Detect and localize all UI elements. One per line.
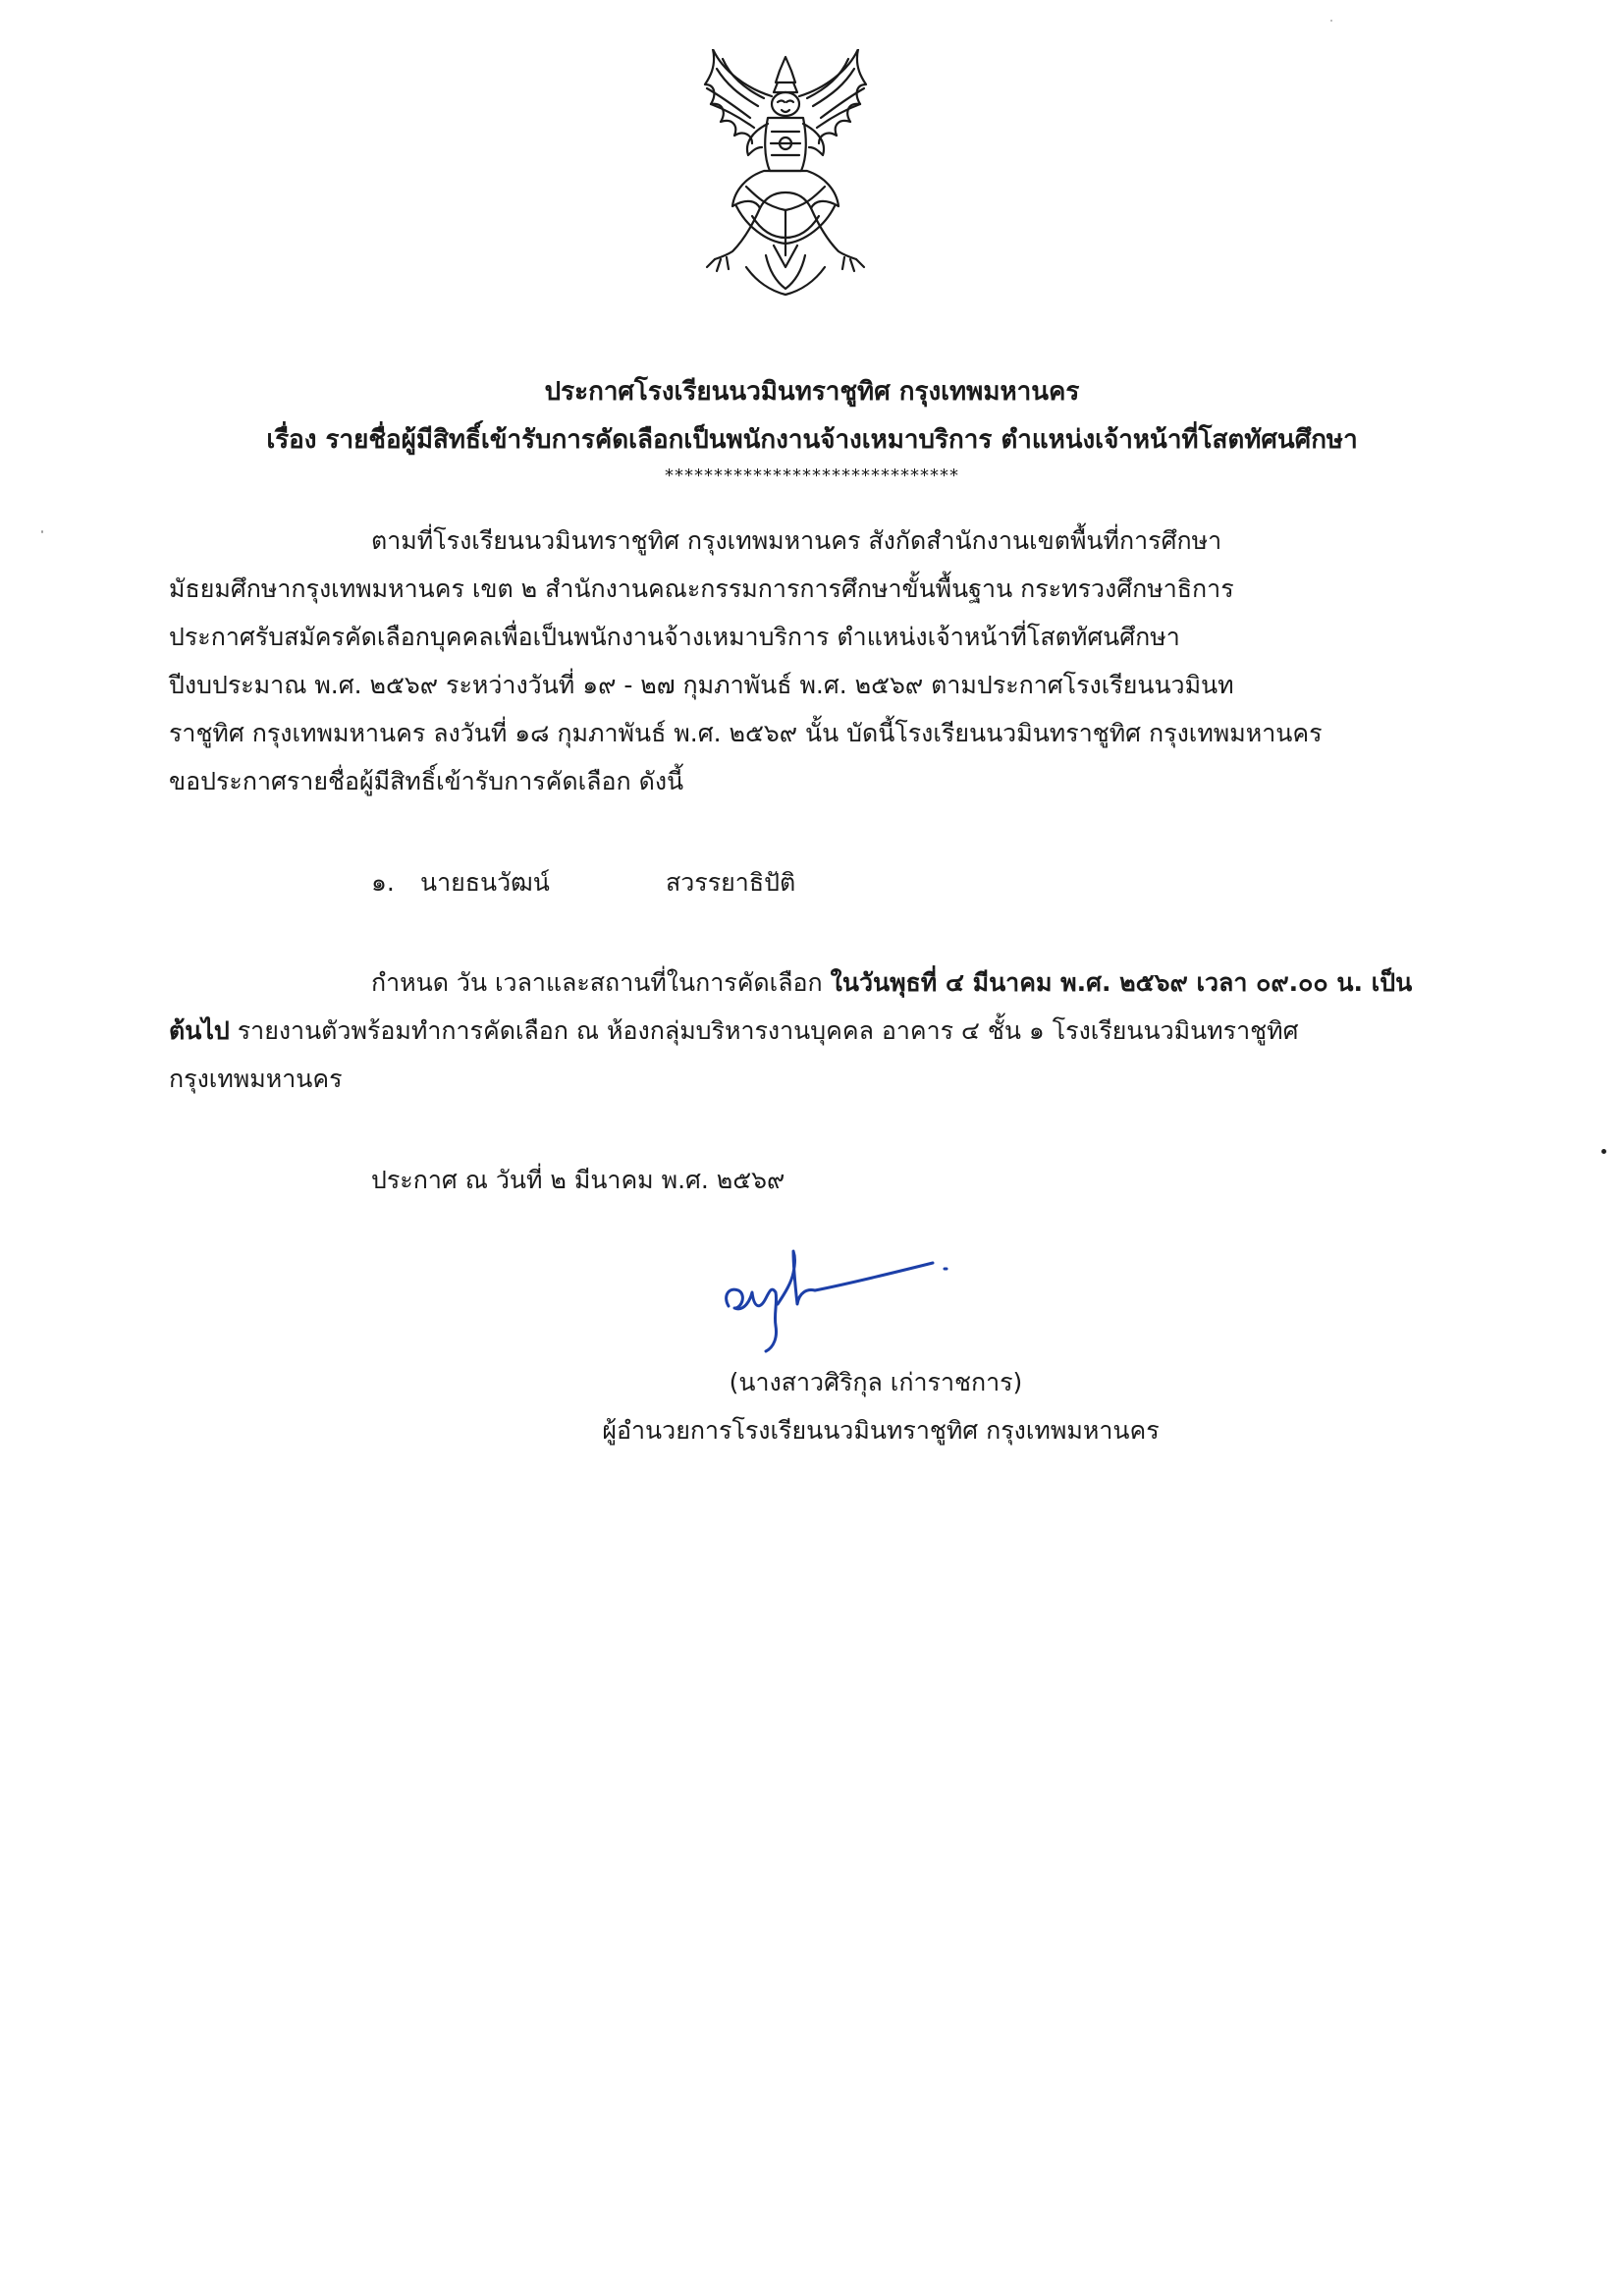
schedule-location: รายงานตัวพร้อมทำการคัดเลือก ณ ห้องกลุ่มบริหารงานบุคคล อาคาร ๔ ชั้น ๑ โรงเรียนนวมินทราชูทิศ [229,1016,1299,1045]
separator-stars: ****************************** [665,465,959,486]
signatory-name: (นางสาวศิริกุล เก่าราชการ) [729,1368,1023,1396]
schedule-onward: ต้นไป [169,1016,230,1045]
scan-speck [1601,1149,1606,1154]
schedule-line-1 [371,965,1412,1001]
intro-line-4: ปีงบประมาณ พ.ศ. ๒๕๖๙ ระหว่างวันที่ ๑๙ - ๒๗ กุมภาพันธ์ พ.ศ. ๒๕๖๙ ตามประกาศโรงเรียนนวมินท [169,671,1234,699]
candidate-first-name: นายธนวัฒน์ [420,868,550,897]
intro-line-2: มัธยมศึกษากรุงเทพมหานคร เขต ๒ สำนักงานคณะกรรมการการศึกษาขั้นพื้นฐาน กระทรวงศึกษาธิการ [169,574,1234,603]
scan-speck [1330,20,1332,22]
scan-speck [41,530,43,533]
intro-line-5: ราชูทิศ กรุงเทพมหานคร ลงวันที่ ๑๘ กุมภาพันธ์ พ.ศ. ๒๕๖๙ นั้น บัดนี้โรงเรียนนวมินทราชูทิศ กรุงเทพมหานคร [169,719,1323,747]
intro-line-1: ตามที่โรงเรียนนวมินทราชูทิศ กรุงเทพมหานคร สังกัดสำนักงานเขตพื้นที่การศึกษา [371,526,1222,555]
candidate-number: ๑. [371,868,395,897]
garuda-emblem-icon [687,49,884,300]
intro-line-6: ขอประกาศรายชื่อผู้มีสิทธิ์เข้ารับการคัดเลือก ดังนี้ [169,767,684,795]
announce-date: ประกาศ ณ วันที่ ๒ มีนาคม พ.ศ. ๒๕๖๙ [371,1166,785,1194]
schedule-line-2 [169,1013,1298,1049]
candidate-last-name: สวรรยาธิปัติ [666,868,796,897]
announcement-title: ประกาศโรงเรียนนวมินทราชูทิศ กรุงเทพมหานคร [544,377,1080,407]
signatory-position: ผู้อำนวยการโรงเรียนนวมินทราชูทิศ กรุงเทพมหานคร [602,1416,1160,1445]
announcement-subject: เรื่อง รายชื่อผู้มีสิทธิ์เข้ารับการคัดเลือกเป็นพนักงานจ้างเหมาบริการ ตำแหน่งเจ้าหน้าที่โสตทัศนศึกษา [266,425,1358,455]
schedule-prefix: กำหนด วัน เวลาและสถานที่ในการคัดเลือก [371,968,831,997]
schedule-line-3: กรุงเทพมหานคร [169,1065,343,1093]
handwritten-signature-icon [717,1247,972,1355]
schedule-date-time: ในวันพุธที่ ๔ มีนาคม พ.ศ. ๒๕๖๙ เวลา ๐๙.๐๐ น. เป็น [830,968,1413,997]
intro-line-3: ประกาศรับสมัครคัดเลือกบุคคลเพื่อเป็นพนักงานจ้างเหมาบริการ ตำแหน่งเจ้าหน้าที่โสตทัศนศึกษา [169,623,1180,651]
